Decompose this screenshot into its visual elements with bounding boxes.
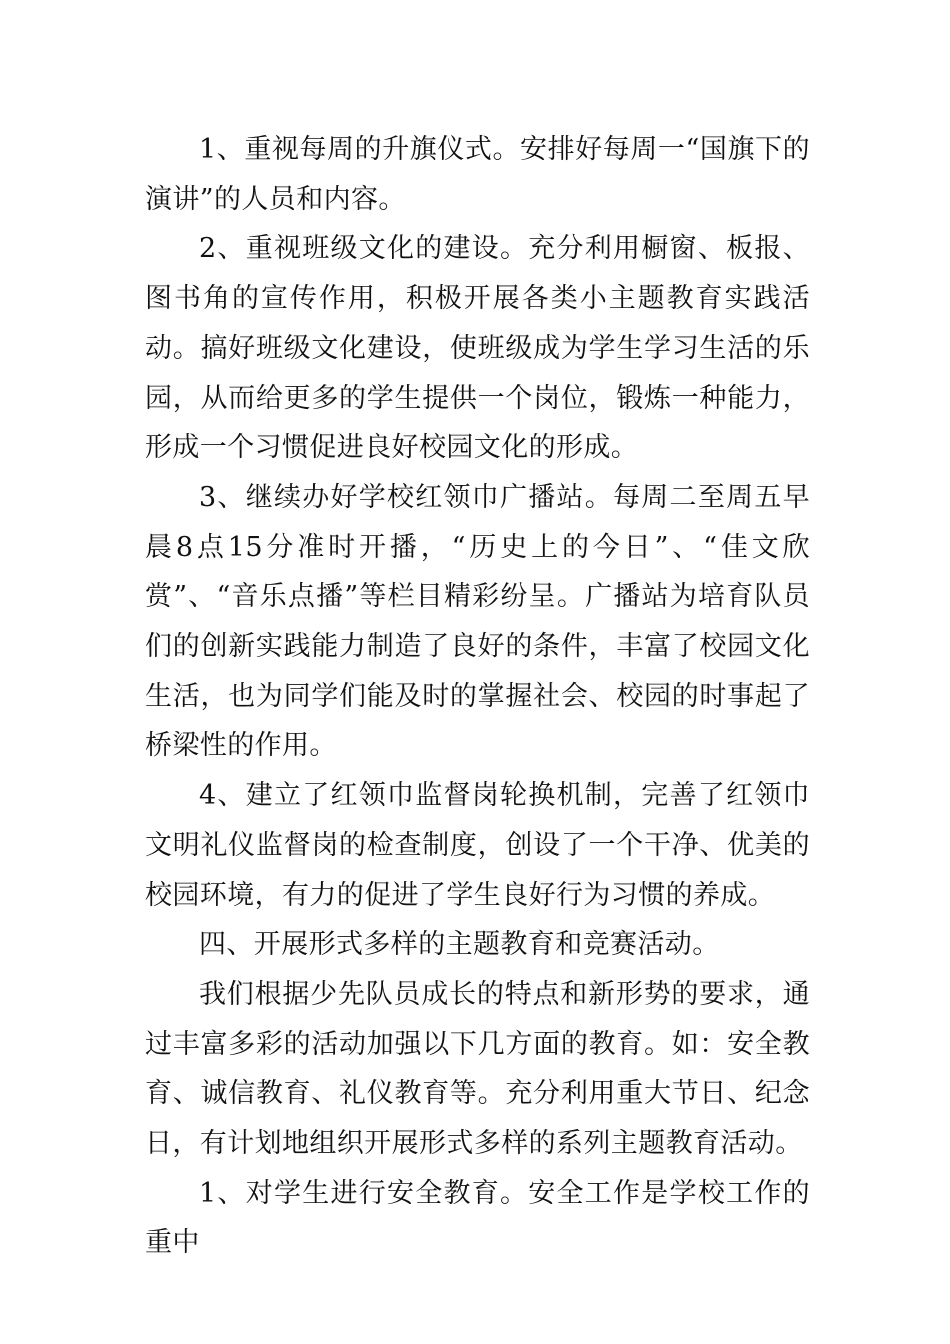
paragraph-education-overview: 我们根据少先队员成长的特点和新形势的要求，通过丰富多彩的活动加强以下几方面的教育。如：安全教育、诚信教育、礼仪教育等。充分利用重大节日、纪念日，有计划地组织开展形式多样的系列主题教育活动。 xyxy=(145,978,810,1160)
paragraph-radio-station: 3、继续办好学校红领巾广播站。每周二至周五早晨8点15分准时开播，“历史上的今日”、“佳文欣赏”、“音乐点播”等栏目精彩纷呈。广播站为培育队员们的创新实践能力制造了良好的条件，丰富了校园文化生活，也为同学们能及时的掌握社会、校园的时事起了桥梁性的作用。 xyxy=(145,481,810,762)
paragraph-safety-education: 1、对学生进行安全教育。安全工作是学校工作的重中 xyxy=(145,1177,810,1259)
section-heading-themed-education: 四、开展形式多样的主题教育和竞赛活动。 xyxy=(199,929,720,961)
document-body xyxy=(145,125,810,1268)
paragraph-supervision-post: 4、建立了红领巾监督岗轮换机制，完善了红领巾文明礼仪监督岗的检查制度，创设了一个干净、优美的校园环境，有力的促进了学生良好行为习惯的养成。 xyxy=(145,780,810,911)
paragraph-class-culture: 2、重视班级文化的建设。充分利用橱窗、板报、图书角的宣传作用，积极开展各类小主题教育实践活动。搞好班级文化建设，使班级成为学生学习生活的乐园，从而给更多的学生提供一个岗位，锻炼一种能力，形成一个习惯促进良好校园文化的形成。 xyxy=(145,233,810,464)
paragraph-flag-ceremony: 1、重视每周的升旗仪式。安排好每周一“国旗下的演讲”的人员和内容。 xyxy=(145,134,810,215)
